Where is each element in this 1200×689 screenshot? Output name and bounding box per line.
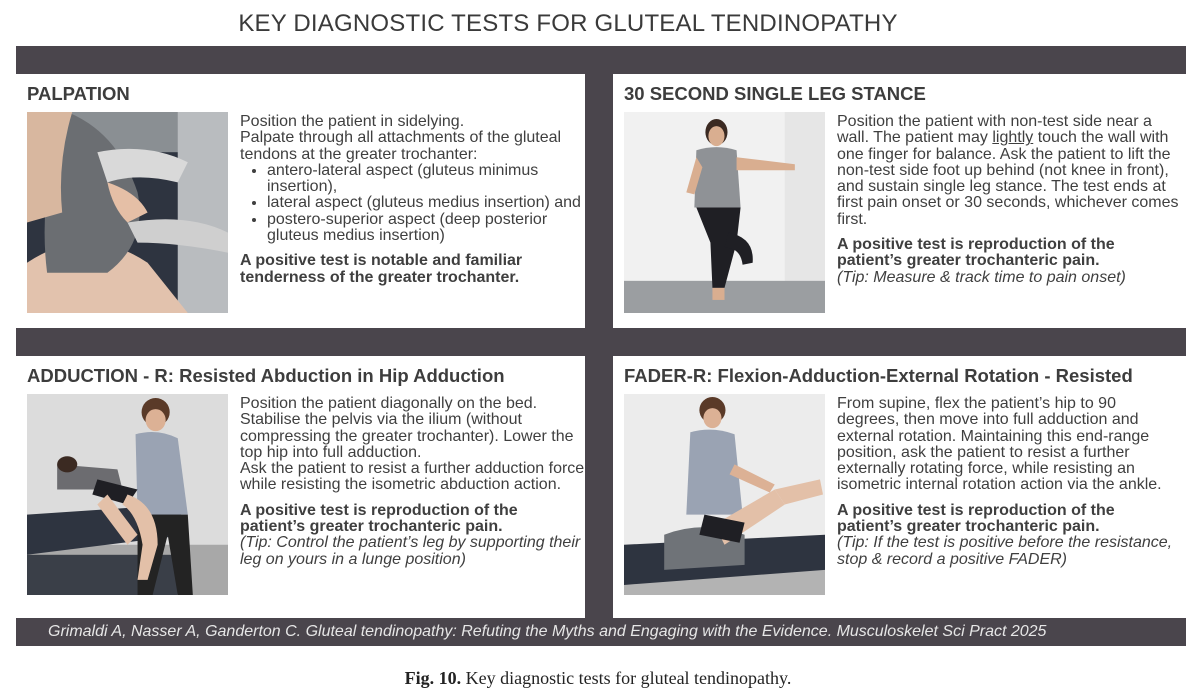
panel-text [837, 114, 1182, 286]
panel-text [240, 114, 585, 286]
panel-fader-r [613, 356, 1186, 618]
positive-test-text: A positive test is notable and familiar tenderness of the greater trochanter. [240, 252, 523, 286]
panel-title: ADDUCTION - R: Resisted Abduction in Hip Adduction [27, 365, 505, 386]
text-segment: Position the patient with non-test side near a wall. The patient may [837, 113, 1152, 147]
tip-text: (Tip: Measure & track time to pain onset) [837, 268, 1126, 286]
text-line: Position the patient diagonally on the bed. Stabilise the pelvis via the ilium (without compressing the greater trochanter). Lower the top hip into full adduction. [240, 395, 574, 461]
text-line: From supine, flex the patient’s hip to 90 degrees, then move into full adduction and external rotation. Maintaining this end-range position, ask the patient to resist a further externally rotating force, while resisting an isometric internal rotation action via the ankle. [837, 395, 1162, 494]
fader-test-photo-icon [624, 394, 825, 595]
text-paragraph [837, 114, 1182, 228]
panel-single-leg-stance [613, 74, 1186, 328]
list-item: • antero-lateral aspect (gluteus minimus insertion), [267, 163, 585, 196]
tip-text: (Tip: If the test is positive before the resistance, stop & record a positive FADER) [837, 534, 1173, 568]
positive-test-text: A positive test is reproduction of the patient’s greater trochanteric pain. [837, 501, 1115, 536]
panel-title: PALPATION [27, 83, 130, 104]
figure-frame [16, 46, 1186, 646]
panel-adduction-r [16, 356, 585, 618]
panel-text [837, 396, 1182, 568]
panel-title: 30 SECOND SINGLE LEG STANCE [624, 83, 926, 104]
positive-test-text: A positive test is reproduction of the patient’s greater trochanteric pain. [240, 501, 518, 536]
text-line: Position the patient in sidelying. [240, 113, 465, 130]
text-line: Ask the patient to resist a further adduction force while resisting the isometric abduction action. [240, 460, 585, 494]
figure-title: KEY DIAGNOSTIC TESTS FOR GLUTEAL TENDINOPATHY [238, 10, 898, 37]
single-leg-stance-photo-icon [624, 112, 825, 313]
adduction-test-photo-icon [27, 394, 228, 595]
figure-caption [0, 668, 1196, 689]
caption-text: Key diagnostic tests for gluteal tendinopathy. [465, 668, 792, 688]
list-item: • lateral aspect (gluteus medius insertion) and [267, 195, 585, 211]
panel-text [240, 396, 585, 568]
tip-text: (Tip: Control the patient’s leg by supporting their leg on yours in a lunge position) [240, 534, 581, 568]
panel-title: FADER-R: Flexion-Adduction-External Rotation - Resisted [624, 365, 1133, 386]
panel-palpation [16, 74, 585, 328]
text-line: Palpate through all attachments of the gluteal tendons at the greater trochanter: [240, 129, 562, 163]
citation: Grimaldi A, Nasser A, Ganderton C. Gluteal tendinopathy: Refuting the Myths and Engaging with the Evidence. Musculoskelet Sci Pract 2025 [16, 618, 1186, 646]
bullet-list [240, 163, 585, 244]
list-item: • postero-superior aspect (deep posterior gluteus medius insertion) [267, 212, 585, 245]
caption-label: Fig. 10. [404, 668, 462, 688]
palpation-photo-icon [27, 112, 228, 313]
text-segment: touch the wall with one finger for balance. Ask the patient to lift the non-test side foot up behind (not knee in front), and sustain single leg stance. The test ends at first pain onset or 30 seconds, whichever comes first. [837, 129, 1179, 228]
positive-test-text: A positive test is reproduction of the patient’s greater trochanteric pain. [837, 236, 1115, 270]
underlined-word: lightly [992, 129, 1034, 147]
